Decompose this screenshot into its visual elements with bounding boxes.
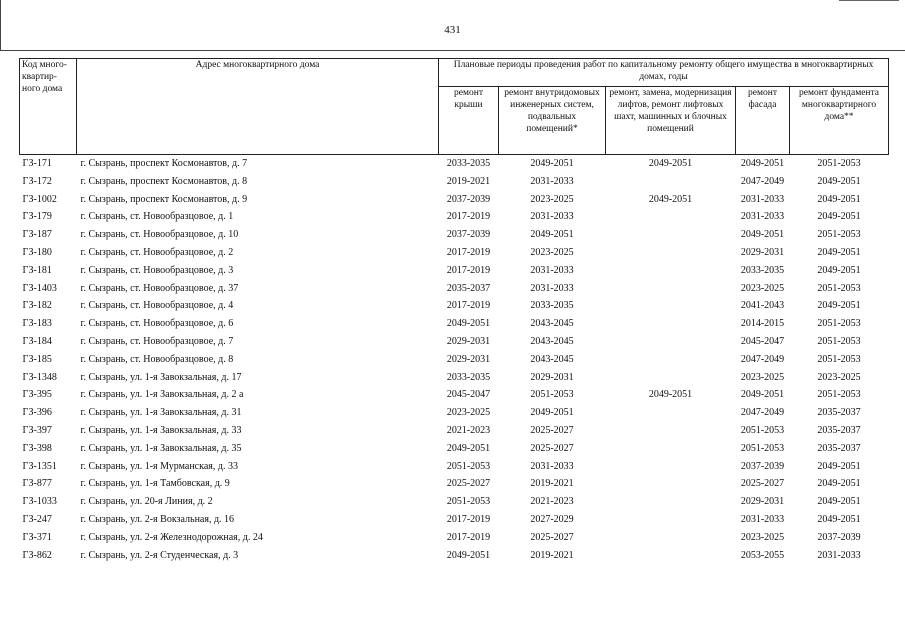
- table-row: [20, 493, 889, 511]
- cell-address: г. Сызрань, ст. Новообразцовое, д. 2: [80, 246, 234, 258]
- cell-engineering: 2031-2033: [530, 175, 574, 187]
- table-row: [20, 475, 889, 493]
- cell-facade: 2031-2033: [740, 211, 785, 223]
- cell-elevators: [606, 315, 736, 333]
- cell-address: г. Сызрань, ул. 20-я Линия, д. 2: [80, 496, 213, 508]
- cell-roof: 2017-2019: [446, 531, 491, 543]
- cell-roof: 2019-2021: [446, 175, 491, 187]
- cell-facade: 2051-2053: [740, 424, 785, 436]
- cell-address: г. Сызрань, ст. Новообразцовое, д. 4: [80, 300, 234, 312]
- table-row: [20, 297, 889, 315]
- cell-code: ГЗ-172: [22, 175, 52, 187]
- cell-code: ГЗ-877: [22, 478, 52, 490]
- cell-roof: 2029-2031: [446, 335, 491, 347]
- cell-elevators: [606, 529, 736, 547]
- cell-engineering: 2029-2031: [530, 371, 574, 383]
- cell-code: ГЗ-185: [22, 353, 52, 365]
- cell-elevators: [606, 493, 736, 511]
- header-foundation: ремонт фундамента многоквартирного дома**: [790, 87, 889, 155]
- cell-foundation: 2049-2051: [817, 496, 861, 508]
- table-row: [20, 404, 889, 422]
- cell-roof: 2037-2039: [446, 193, 491, 205]
- cell-roof: 2033-2035: [446, 158, 491, 169]
- cell-code: ГЗ-187: [22, 229, 52, 241]
- cell-engineering: 2031-2033: [530, 282, 574, 294]
- cell-facade: 2023-2025: [740, 371, 785, 383]
- table-row: [20, 173, 889, 191]
- cell-elevators: 2049-2051: [648, 158, 693, 169]
- cell-foundation: 2031-2033: [817, 549, 861, 561]
- cell-code: ГЗ-862: [22, 549, 52, 561]
- page-number: 431: [444, 24, 461, 36]
- cell-engineering: 2031-2033: [530, 460, 574, 472]
- cell-address: г. Сызрань, ул. 1-я Мурманская, д. 33: [80, 460, 238, 472]
- cell-engineering: 2031-2033: [530, 264, 574, 276]
- table-row: [20, 547, 889, 565]
- cell-address: г. Сызрань, ул. 1-я Завокзальная, д. 35: [80, 442, 242, 454]
- cell-code: ГЗ-1348: [22, 371, 57, 383]
- header-facade: ремонт фасада: [736, 87, 790, 155]
- header-engineering: ремонт внутридомовых инженерных систем, подвальных помещений*: [499, 87, 606, 155]
- cell-facade: 2025-2027: [740, 478, 785, 490]
- cell-roof: 2017-2019: [446, 211, 491, 223]
- cell-foundation: 2051-2053: [817, 389, 861, 401]
- cell-engineering: 2043-2045: [530, 353, 574, 365]
- cell-elevators: [606, 351, 736, 369]
- cell-foundation: 2049-2051: [817, 300, 861, 312]
- cell-foundation: 2035-2037: [817, 442, 861, 454]
- cell-foundation: 2023-2025: [817, 371, 861, 383]
- cell-code: ГЗ-395: [22, 389, 52, 401]
- cell-code: ГЗ-397: [22, 424, 52, 436]
- cell-roof: 2035-2037: [446, 282, 491, 294]
- cell-facade: 2047-2049: [740, 407, 785, 419]
- cell-code: ГЗ-182: [22, 300, 52, 312]
- cell-facade: 2045-2047: [740, 335, 785, 347]
- cell-engineering: 2051-2053: [530, 389, 574, 401]
- cell-foundation: 2051-2053: [817, 353, 861, 365]
- table-row: [20, 529, 889, 547]
- cell-roof: 2017-2019: [446, 513, 491, 525]
- cell-engineering: 2049-2051: [530, 158, 574, 169]
- cell-address: г. Сызрань, ст. Новообразцовое, д. 3: [80, 264, 234, 276]
- cell-facade: 2041-2043: [740, 300, 785, 312]
- cell-roof: 2017-2019: [446, 300, 491, 312]
- cell-roof: 2045-2047: [446, 389, 491, 401]
- cell-elevators: [606, 208, 736, 226]
- table-row: [20, 226, 889, 244]
- cell-foundation: 2049-2051: [817, 211, 861, 223]
- cell-elevators: [606, 226, 736, 244]
- header-roof: ремонт крыши: [439, 87, 499, 155]
- cell-facade: 2047-2049: [740, 175, 785, 187]
- table-row: [20, 155, 889, 173]
- cell-foundation: 2049-2051: [817, 264, 861, 276]
- cell-address: г. Сызрань, ст. Новообразцовое, д. 6: [80, 318, 234, 330]
- cell-engineering: 2033-2035: [530, 300, 574, 312]
- cell-address: г. Сызрань, ст. Новообразцовое, д. 10: [80, 229, 239, 241]
- cell-engineering: 2025-2027: [530, 531, 574, 543]
- cell-facade: 2053-2055: [740, 549, 785, 561]
- cell-engineering: 2049-2051: [530, 229, 574, 241]
- cell-facade: 2023-2025: [740, 282, 785, 294]
- cell-elevators: 2049-2051: [648, 389, 693, 401]
- table-row: [20, 191, 889, 209]
- cell-roof: 2049-2051: [446, 318, 491, 330]
- cell-engineering: 2027-2029: [530, 513, 574, 525]
- table-row: [20, 440, 889, 458]
- cell-engineering: 2025-2027: [530, 442, 574, 454]
- cell-code: ГЗ-171: [22, 158, 52, 169]
- header-address: Адрес многоквартирного дома: [77, 59, 439, 155]
- cell-roof: 2017-2019: [446, 246, 491, 258]
- cell-elevators: [606, 333, 736, 351]
- cell-elevators: [606, 440, 736, 458]
- cell-code: ГЗ-371: [22, 531, 52, 543]
- cell-roof: 2025-2027: [446, 478, 491, 490]
- cell-address: г. Сызрань, проспект Космонавтов, д. 8: [80, 175, 248, 187]
- cell-facade: 2029-2031: [740, 496, 785, 508]
- cell-roof: 2037-2039: [446, 229, 491, 241]
- cell-facade: 2014-2015: [740, 318, 785, 330]
- table-row: [20, 458, 889, 476]
- cell-elevators: [606, 280, 736, 298]
- table-row: [20, 422, 889, 440]
- frame-top-right-line: [839, 0, 899, 1]
- cell-address: г. Сызрань, ст. Новообразцовое, д. 1: [80, 211, 234, 223]
- header-elevators: ремонт, замена, модернизация лифтов, ремонт лифтовых шахт, машинных и блочных помещений: [606, 87, 736, 155]
- cell-engineering: 2025-2027: [530, 424, 574, 436]
- capital-repair-table: [19, 58, 889, 564]
- cell-roof: 2049-2051: [446, 442, 491, 454]
- cell-elevators: [606, 458, 736, 476]
- cell-engineering: 2019-2021: [530, 549, 574, 561]
- cell-facade: 2047-2049: [740, 353, 785, 365]
- table-row: [20, 208, 889, 226]
- cell-elevators: [606, 511, 736, 529]
- cell-code: ГЗ-1351: [22, 460, 57, 472]
- table-row: [20, 315, 889, 333]
- cell-foundation: 2049-2051: [817, 478, 861, 490]
- cell-facade: 2049-2051: [740, 229, 785, 241]
- cell-code: ГЗ-1002: [22, 193, 57, 205]
- cell-elevators: 2049-2051: [648, 193, 693, 205]
- cell-address: г. Сызрань, ул. 2-я Железнодорожная, д. 24: [80, 531, 263, 543]
- cell-code: ГЗ-398: [22, 442, 52, 454]
- header-code: Код много-квартир-ного дома: [20, 59, 77, 155]
- cell-engineering: 2043-2045: [530, 335, 574, 347]
- cell-address: г. Сызрань, ст. Новообразцовое, д. 8: [80, 353, 234, 365]
- cell-facade: 2051-2053: [740, 442, 785, 454]
- cell-code: ГЗ-184: [22, 335, 52, 347]
- cell-code: ГЗ-247: [22, 513, 52, 525]
- cell-roof: 2033-2035: [446, 371, 491, 383]
- cell-elevators: [606, 297, 736, 315]
- header-periods: Плановые периоды проведения работ по капитальному ремонту общего имущества в многоквартирных домах, годы: [439, 59, 889, 87]
- cell-roof: 2051-2053: [446, 496, 491, 508]
- cell-foundation: 2051-2053: [817, 282, 861, 294]
- cell-address: г. Сызрань, ул. 1-я Завокзальная, д. 31: [80, 407, 242, 419]
- table-row: [20, 280, 889, 298]
- cell-foundation: 2049-2051: [817, 460, 861, 472]
- table-row: [20, 333, 889, 351]
- cell-engineering: 2031-2033: [530, 211, 574, 223]
- cell-facade: 2029-2031: [740, 246, 785, 258]
- cell-code: ГЗ-180: [22, 246, 52, 258]
- cell-roof: 2023-2025: [446, 407, 491, 419]
- cell-facade: 2033-2035: [740, 264, 785, 276]
- cell-elevators: [606, 547, 736, 565]
- cell-foundation: 2049-2051: [817, 513, 861, 525]
- cell-elevators: [606, 244, 736, 262]
- table-row: [20, 511, 889, 529]
- cell-address: г. Сызрань, ул. 1-я Завокзальная, д. 2 а: [80, 389, 244, 401]
- cell-elevators: [606, 422, 736, 440]
- cell-address: г. Сызрань, проспект Космонавтов, д. 9: [80, 193, 248, 205]
- cell-roof: 2029-2031: [446, 353, 491, 365]
- cell-foundation: 2035-2037: [817, 407, 861, 419]
- table-body: [20, 155, 889, 565]
- cell-address: г. Сызрань, ул. 1-я Завокзальная, д. 17: [80, 371, 242, 383]
- table-row: [20, 386, 889, 404]
- cell-roof: 2021-2023: [446, 424, 491, 436]
- cell-foundation: 2049-2051: [817, 246, 861, 258]
- cell-elevators: [606, 262, 736, 280]
- table-row: [20, 262, 889, 280]
- cell-foundation: 2051-2053: [817, 229, 861, 241]
- cell-foundation: 2051-2053: [817, 158, 861, 169]
- cell-code: ГЗ-1403: [22, 282, 57, 294]
- cell-roof: 2049-2051: [446, 549, 491, 561]
- cell-facade: 2049-2051: [740, 389, 785, 401]
- cell-code: ГЗ-181: [22, 264, 52, 276]
- cell-engineering: 2019-2021: [530, 478, 574, 490]
- cell-engineering: 2043-2045: [530, 318, 574, 330]
- cell-foundation: 2049-2051: [817, 193, 861, 205]
- cell-address: г. Сызрань, проспект Космонавтов, д. 7: [80, 158, 248, 169]
- cell-code: ГЗ-179: [22, 211, 52, 223]
- cell-foundation: 2035-2037: [817, 424, 861, 436]
- cell-foundation: 2051-2053: [817, 318, 861, 330]
- cell-engineering: 2049-2051: [530, 407, 574, 419]
- cell-elevators: [606, 404, 736, 422]
- cell-elevators: [606, 369, 736, 387]
- cell-roof: 2017-2019: [446, 264, 491, 276]
- cell-address: г. Сызрань, ст. Новообразцовое, д. 37: [80, 282, 239, 294]
- cell-foundation: 2051-2053: [817, 335, 861, 347]
- cell-engineering: 2021-2023: [530, 496, 574, 508]
- cell-address: г. Сызрань, ул. 1-я Тамбовская, д. 9: [80, 478, 230, 490]
- cell-facade: 2049-2051: [740, 158, 785, 169]
- cell-code: ГЗ-396: [22, 407, 52, 419]
- table-row: [20, 369, 889, 387]
- table-row: [20, 351, 889, 369]
- cell-facade: 2031-2033: [740, 513, 785, 525]
- cell-engineering: 2023-2025: [530, 246, 574, 258]
- table-row: [20, 244, 889, 262]
- cell-address: г. Сызрань, ст. Новообразцовое, д. 7: [80, 335, 234, 347]
- cell-foundation: 2037-2039: [817, 531, 861, 543]
- cell-code: ГЗ-183: [22, 318, 52, 330]
- page-top-rule: [0, 50, 905, 51]
- cell-elevators: [606, 173, 736, 191]
- cell-address: г. Сызрань, ул. 1-я Завокзальная, д. 33: [80, 424, 242, 436]
- cell-elevators: [606, 475, 736, 493]
- cell-address: г. Сызрань, ул. 2-я Вокзальная, д. 16: [80, 513, 235, 525]
- cell-facade: 2023-2025: [740, 531, 785, 543]
- cell-address: г. Сызрань, ул. 2-я Студенческая, д. 3: [80, 549, 239, 561]
- cell-roof: 2051-2053: [446, 460, 491, 472]
- cell-code: ГЗ-1033: [22, 496, 57, 508]
- cell-facade: 2037-2039: [740, 460, 785, 472]
- cell-foundation: 2049-2051: [817, 175, 861, 187]
- cell-engineering: 2023-2025: [530, 193, 574, 205]
- cell-facade: 2031-2033: [740, 193, 785, 205]
